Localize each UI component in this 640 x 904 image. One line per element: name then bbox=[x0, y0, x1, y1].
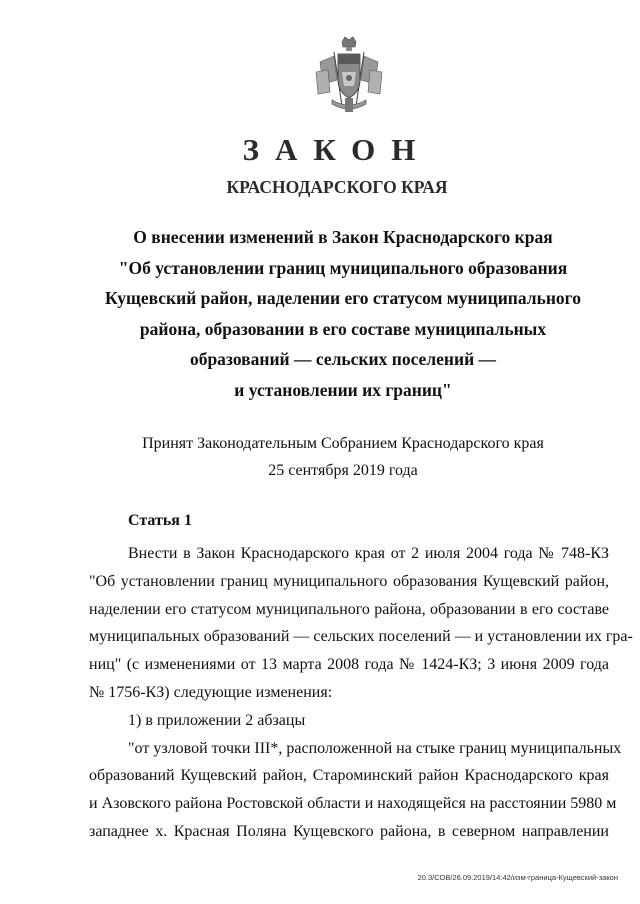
coat-of-arms-icon bbox=[312, 36, 386, 116]
body-line: "Об установлении границ муниципального образования Кущевский район, bbox=[89, 572, 609, 590]
body-line: и Азовского района Ростовской области и находящейся на расстоянии 5980 м bbox=[89, 795, 617, 813]
law-title-line: "Об установлении границ муниципального образования bbox=[118, 257, 568, 278]
document-type-heading: ЗАКОН bbox=[242, 132, 432, 167]
body-line: 1) в приложении 2 абзацы bbox=[128, 711, 306, 729]
body-line: наделении его статусом муниципального района, образовании в его составе bbox=[89, 600, 609, 618]
body-line: № 1756-КЗ) следующие изменения: bbox=[89, 683, 333, 701]
law-title-line: района, образовании в его составе муниципальных bbox=[139, 318, 547, 339]
body-line: образований Кущевский район, Староминский район Краснодарского края bbox=[89, 767, 609, 785]
region-heading: КРАСНОДАРСКОГО КРАЯ bbox=[226, 177, 448, 197]
article-body bbox=[89, 540, 633, 846]
adoption-date: 25 сентября 2019 года bbox=[268, 462, 418, 479]
body-line: западнее х. Красная Поляна Кущевского района, в северном направлении bbox=[89, 822, 609, 840]
law-title-line: и установлении их границ" bbox=[234, 379, 452, 400]
adoption-body: Принят Законодательным Собранием Краснодарского края bbox=[142, 435, 544, 452]
document-stamp: 20.3/СОВ/26.09.2019/14:42/изм-граница-Кущевский-закон bbox=[417, 873, 618, 882]
body-line: муниципальных образований — сельских поселений — и установлении их гра- bbox=[89, 628, 633, 646]
adoption-note bbox=[100, 430, 586, 484]
law-title-line: Кущевский район, наделении его статусом муниципального bbox=[105, 288, 581, 309]
law-title-line: образований — сельских поселений — bbox=[189, 349, 497, 370]
law-title bbox=[100, 222, 586, 406]
law-title-line: О внесении изменений в Закон Краснодарского края bbox=[133, 227, 553, 247]
body-line: Внести в Закон Краснодарского края от 2 июля 2004 года № 748-КЗ bbox=[128, 545, 609, 562]
body-line: "от узловой точки III*, расположенной на стыке границ муниципальных bbox=[128, 739, 622, 757]
article-heading: Статья 1 bbox=[128, 512, 192, 529]
body-line: ниц" (с изменениями от 13 марта 2008 года № 1424-КЗ; 3 июня 2009 года bbox=[89, 656, 609, 674]
